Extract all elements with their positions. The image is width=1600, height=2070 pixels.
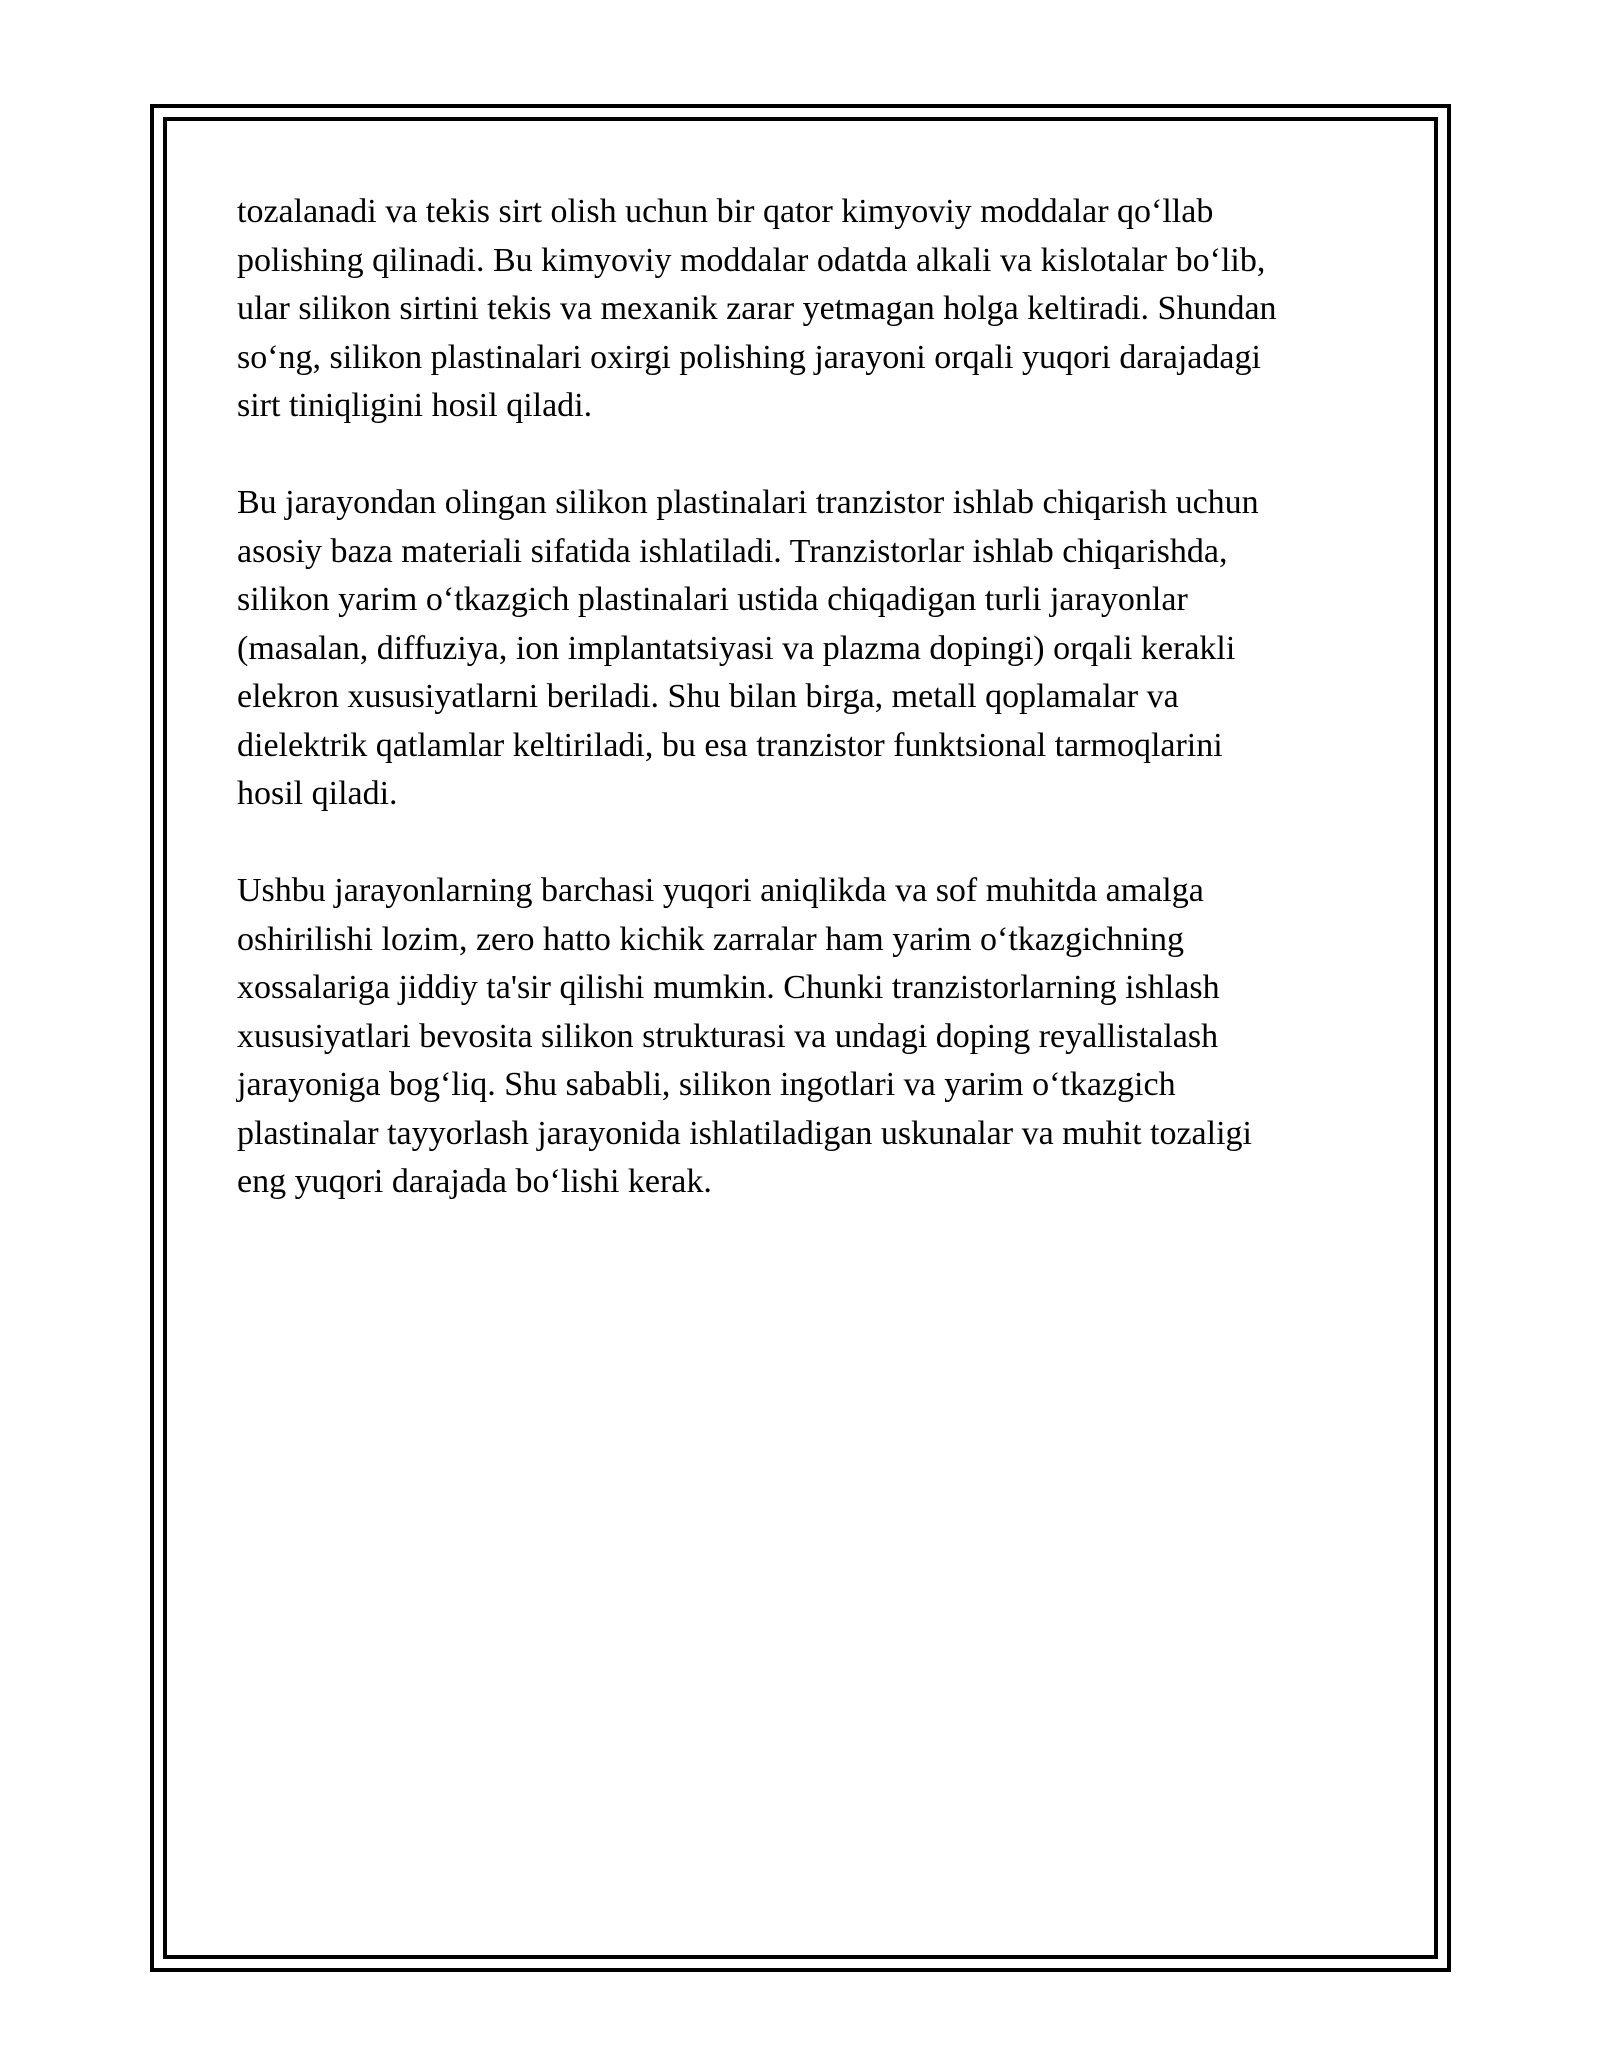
paragraph: [237, 479, 1367, 819]
text-line: ular silikon sirtini tekis va mexanik zarar yetmagan holga keltiradi. Shundan: [237, 290, 1277, 327]
text-line: silikon yarim o‘tkazgich plastinalari ustida chiqadigan turli jarayonlar: [237, 581, 1188, 618]
text-line: elekron xususiyatlarni beriladi. Shu bilan birga, metall qoplamalar va: [237, 678, 1179, 715]
text-line: jarayoniga bog‘liq. Shu sababli, silikon ingotlari va yarim o‘tkazgich: [237, 1066, 1176, 1103]
text-line: (masalan, diffuziya, ion implantatsiyasi va plazma dopingi) orqali kerakli: [237, 629, 1236, 667]
text-line: Ushbu jarayonlarning barchasi yuqori aniqlikda va sof muhitda amalga: [237, 872, 1204, 909]
text-line: so‘ng, silikon plastinalari oxirgi polishing jarayoni orqali yuqori darajadagi: [237, 338, 1261, 376]
text-line: eng yuqori darajada bo‘lishi kerak.: [237, 1163, 712, 1200]
text-line: plastinalar tayyorlash jarayonida ishlatiladigan uskunalar va muhit tozaligi: [237, 1114, 1252, 1152]
paragraph: [237, 867, 1367, 1207]
document-body: [237, 188, 1367, 1255]
text-line: polishing qilinadi. Bu kimyoviy moddalar odatda alkali va kislotalar bo‘lib,: [237, 241, 1266, 279]
text-line: tozalanadi va tekis sirt olish uchun bir qator kimyoviy moddalar qo‘llab: [237, 193, 1214, 230]
paragraph: [237, 188, 1367, 431]
text-line: Bu jarayondan olingan silikon plastinalari tranzistor ishlab chiqarish uchun: [237, 484, 1259, 521]
text-line: dielektrik qatlamlar keltiriladi, bu esa tranzistor funktsional tarmoqlarini: [237, 726, 1223, 764]
text-line: xususiyatlari bevosita silikon strukturasi va undagi doping reyallistalash: [237, 1017, 1219, 1055]
text-line: asosiy baza materiali sifatida ishlatiladi. Tranzistorlar ishlab chiqarishda,: [237, 532, 1228, 570]
text-line: oshirilishi lozim, zero hatto kichik zarralar ham yarim o‘tkazgichning: [237, 920, 1184, 958]
text-line: hosil qiladi.: [237, 775, 398, 812]
text-line: sirt tiniqligini hosil qiladi.: [237, 387, 593, 424]
text-line: xossalariga jiddiy ta'sir qilishi mumkin. Chunki tranzistorlarning ishlash: [237, 969, 1220, 1006]
